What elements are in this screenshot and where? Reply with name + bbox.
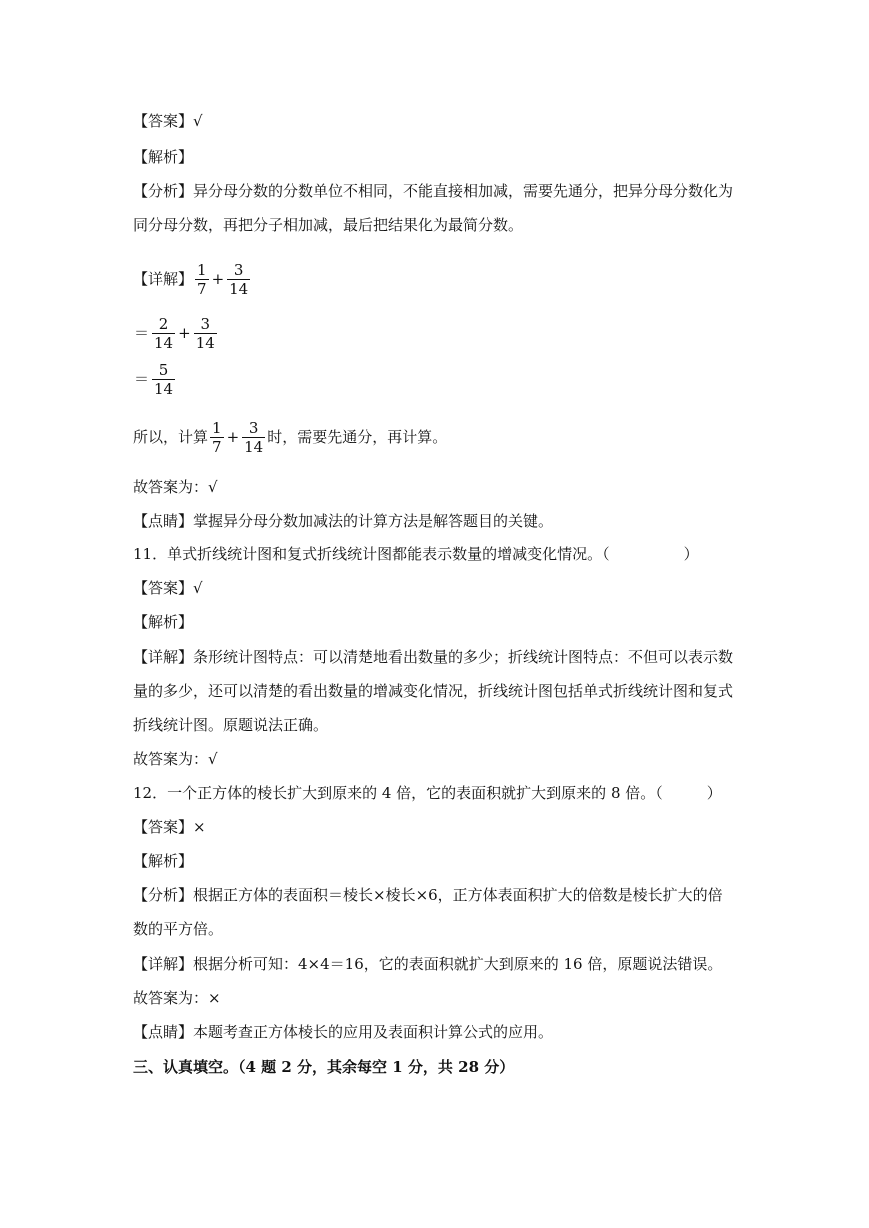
detail-text: 【详解】条形统计图特点：可以清楚地看出数量的多少；折线统计图特点：不但可以表示数 [133, 648, 734, 666]
detail-label: 【详解】 [133, 270, 194, 288]
detail-text: 【详解】根据分析可知：4×4＝16，它的表面积就扩大到原来的 16 倍，原题说法错误。 [133, 955, 723, 973]
fraction: $\frac{3}{14}$ [244, 418, 264, 456]
fraction: $\frac{1}{7}$ [212, 418, 222, 456]
final-answer: 故答案为：√ [133, 478, 218, 496]
question-12: 12．一个正方体的棱长扩大到原来的 4 倍，它的表面积就扩大到原来的 8 倍。（ ） [133, 784, 722, 802]
fraction: $\frac{1}{7}$ [197, 260, 207, 298]
final-answer: 故答案为：√ [133, 750, 218, 768]
detail-text: 折线统计图。原题说法正确。 [133, 716, 329, 734]
analysis-heading: 【解析】 [133, 852, 194, 870]
analysis-heading: 【解析】 [133, 148, 194, 166]
section-heading: 三、认真填空。（4 题 2 分，其余每空 1 分，共 28 分） [133, 1058, 515, 1076]
detail-expression [133, 310, 219, 355]
question-11: 11．单式折线统计图和复式折线统计图都能表示数量的增减变化情况。（ ） [133, 545, 699, 563]
answer-label: 【答案】× [133, 818, 206, 836]
detail-expression [133, 356, 177, 401]
final-answer: 故答案为：× [133, 989, 221, 1007]
analysis-text: 【分析】根据正方体的表面积＝棱长×棱长×6，正方体表面积扩大的倍数是棱长扩大的倍 [133, 886, 723, 904]
analysis-text: 【分析】异分母分数的分数单位不相同，不能直接相加减，需要先通分，把异分母分数化为 [133, 182, 734, 200]
equals-sign: ＝ [134, 370, 150, 388]
key-point: 【点睛】本题考查正方体棱长的应用及表面积计算公式的应用。 [133, 1023, 554, 1041]
analysis-text: 数的平方倍。 [133, 920, 224, 938]
answer-label: 【答案】√ [133, 112, 203, 130]
plus-sign: + [226, 428, 240, 446]
detail-expression [133, 256, 252, 301]
equals-sign: ＝ [134, 324, 150, 342]
fraction: $\frac{3}{14}$ [229, 260, 249, 298]
answer-label: 【答案】√ [133, 579, 203, 597]
key-point: 【点睛】掌握异分母分数加减法的计算方法是解答题目的关键。 [133, 512, 554, 530]
fraction: $\frac{2}{14}$ [154, 314, 174, 352]
analysis-text: 同分母分数，再把分子相加减，最后把结果化为最简分数。 [133, 216, 524, 234]
fraction: $\frac{3}{14}$ [195, 314, 215, 352]
plus-sign: + [178, 324, 191, 342]
conclusion-text: 所以，计算 $\frac{1}{7}$ + $\frac{3}{14}$ 时，需要先通分，再计算。 [133, 418, 448, 456]
detail-text: 量的多少，还可以清楚的看出数量的增减变化情况，折线统计图包括单式折线统计图和复式 [133, 682, 734, 700]
plus-sign: + [211, 270, 225, 288]
fraction: $\frac{5}{14}$ [154, 360, 174, 398]
analysis-heading: 【解析】 [133, 613, 194, 631]
